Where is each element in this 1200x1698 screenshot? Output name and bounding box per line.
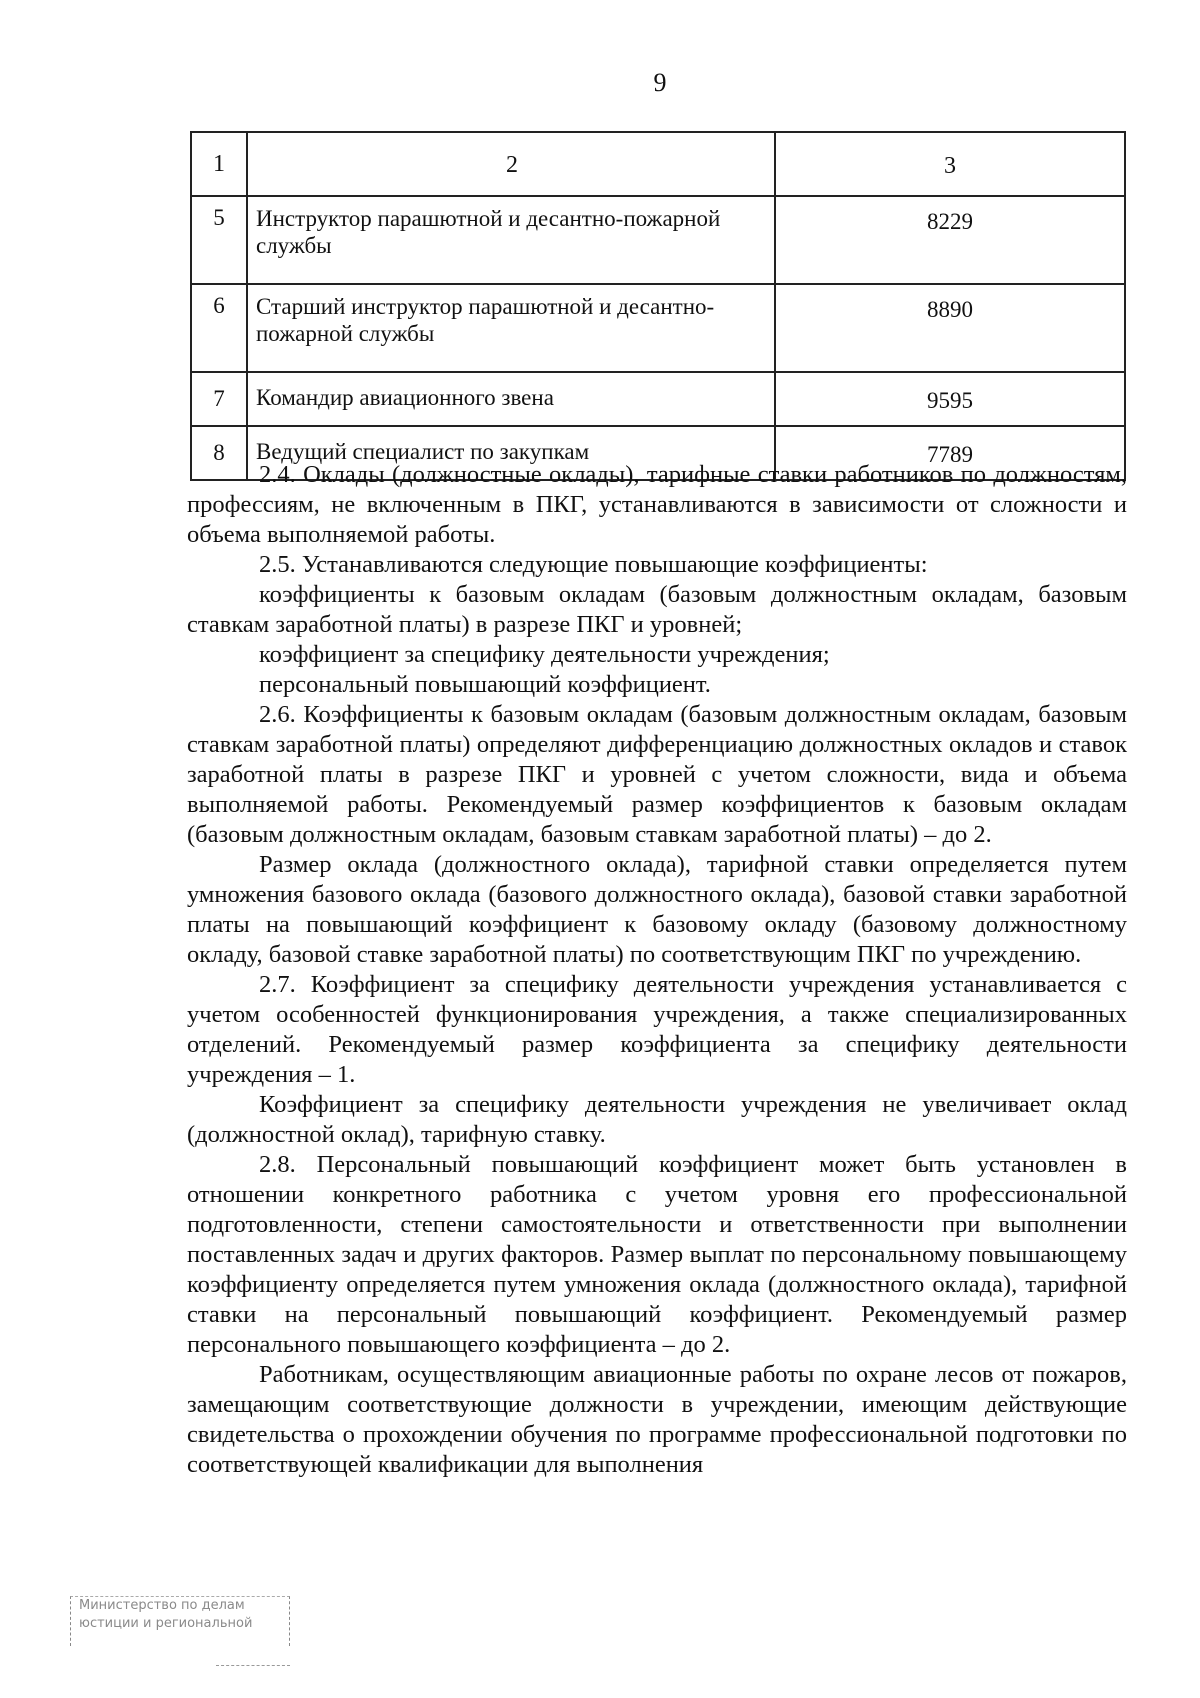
position-name: Старший инструктор парашютной и десантно-пожарной службы — [247, 284, 775, 372]
list-item: коэффициенты к базовым окладам (базовым должностным окладам, базовым ставкам заработной платы) в разрезе ПКГ и уровней; — [187, 581, 1127, 638]
position-name: Ведущий специалист по закупкам — [247, 426, 775, 480]
table-row — [191, 284, 1125, 372]
stamp-divider — [216, 1665, 290, 1666]
row-number: 6 — [191, 284, 247, 372]
table-header-cell: 2 — [247, 132, 775, 196]
paragraph-2-5: 2.5. Устанавливаются следующие повышающие коэффициенты: — [259, 551, 928, 578]
row-number: 5 — [191, 196, 247, 284]
paragraph: Работникам, осуществляющим авиационные работы по охране лесов от пожаров, замещающим соответствующие должности в учреждении, имеющим действующие свидетельства о прохождении обучения по программе профессиональной подготовки по соответствующей квалификации для выполнения — [187, 1361, 1127, 1478]
table-row — [191, 372, 1125, 426]
list-item: коэффициент за специфику деятельности учреждения; — [259, 641, 830, 668]
position-name: Командир авиационного звена — [247, 372, 775, 426]
table-header-cell: 1 — [191, 132, 247, 196]
stamp-line: юстиции и региональной — [79, 1616, 253, 1631]
registration-stamp — [70, 1596, 290, 1646]
table-header-cell: 3 — [775, 132, 1125, 196]
salary-value: 8229 — [775, 196, 1125, 284]
salary-value: 9595 — [775, 372, 1125, 426]
page-number: 9 — [653, 68, 667, 97]
salary-value: 8890 — [775, 284, 1125, 372]
table-header-row — [191, 132, 1125, 196]
position-name: Инструктор парашютной и десантно-пожарной службы — [247, 196, 775, 284]
document-body — [187, 460, 1127, 1480]
paragraph-2-7: 2.7. Коэффициент за специфику деятельности учреждения устанавливается с учетом особенностей функционирования учреждения, а также специализированных отделений. Рекомендуемый размер коэффициента за специфику деятельности учреждения – 1. — [187, 971, 1127, 1088]
paragraph-2-4: 2.4. Оклады (должностные оклады), тарифные ставки работников по должностям, профессиям, не включенным в ПКГ, устанавливаются в зависимости от сложности и объема выполняемой работы. — [187, 461, 1127, 548]
row-number: 7 — [191, 372, 247, 426]
row-number: 8 — [191, 426, 247, 480]
paragraph: Коэффициент за специфику деятельности учреждения не увеличивает оклад (должностной оклад), тарифную ставку. — [187, 1091, 1127, 1148]
table-row — [191, 196, 1125, 284]
paragraph-2-6: 2.6. Коэффициенты к базовым окладам (базовым должностным окладам, базовым ставкам заработной платы) определяют дифференциацию должностных окладов и ставок заработной платы в разрезе ПКГ и уровней с учетом сложности, вида и объема выполняемой работы. Рекомендуемый размер коэффициентов к базовым окладам (базовым должностным окладам, базовым ставкам заработной платы) – до 2. — [187, 701, 1127, 848]
paragraph-2-8: 2.8. Персональный повышающий коэффициент может быть установлен в отношении конкретного работника с учетом уровня его профессиональной подготовленности, степени самостоятельности и ответственности при выполнении поставленных задач и других факторов. Размер выплат по персональному повышающему коэффициенту определяется путем умножения оклада (должностного оклада), тарифной ставки на персональный повышающий коэффициент. Рекомендуемый размер персонального повышающего коэффициента – до 2. — [187, 1151, 1127, 1358]
salary-table — [190, 131, 1126, 481]
salary-value: 7789 — [775, 426, 1125, 480]
list-item: персональный повышающий коэффициент. — [259, 671, 711, 698]
stamp-line: Министерство по делам — [79, 1598, 245, 1613]
paragraph: Размер оклада (должностного оклада), тарифной ставки определяется путем умножения базового оклада (базового должностного оклада), базовой ставки заработной платы на повышающий коэффициент к базовому окладу (базовому должностному окладу, базовой ставке заработной платы) по соответствующим ПКГ по учреждению. — [187, 851, 1127, 968]
